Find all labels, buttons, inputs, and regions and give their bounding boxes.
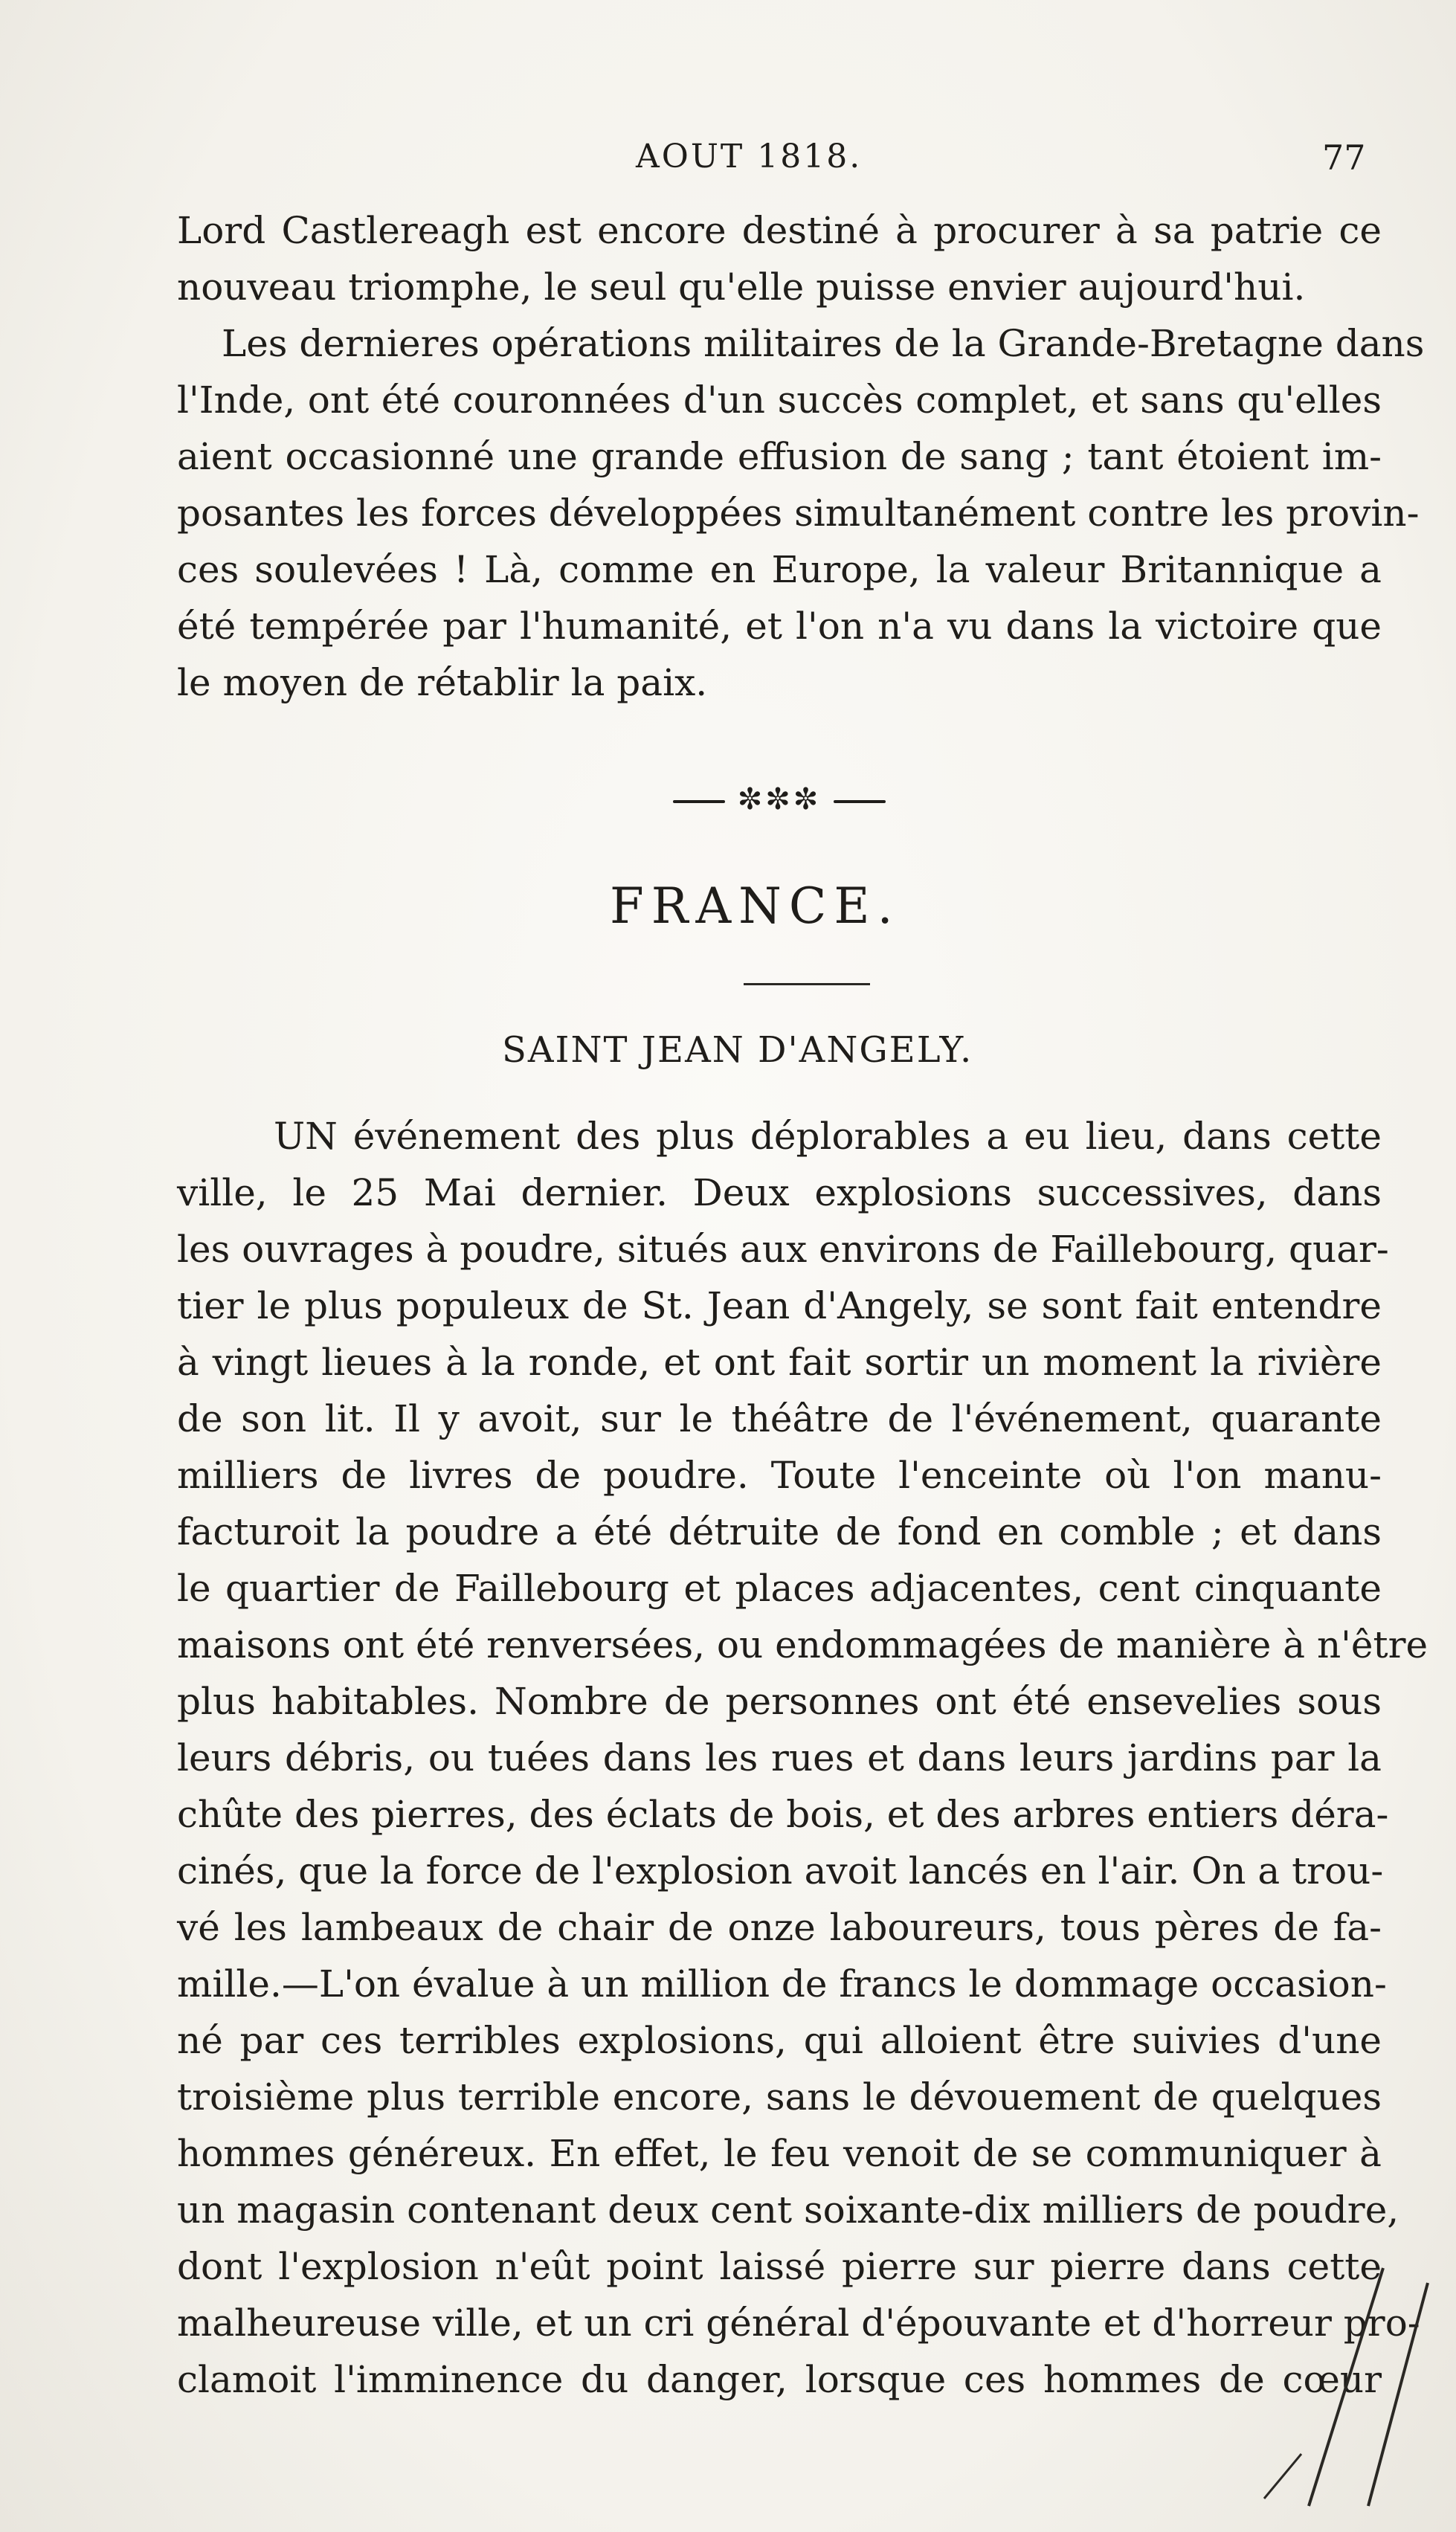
text-line: chûte des pierres, des éclats de bois, et des arbres entiers déra- — [177, 1793, 1389, 1836]
pencil-scratch-mark — [1220, 2261, 1443, 2513]
text-line: clamoit l'imminence du danger, lorsque ces hommes de cœur — [177, 2358, 1382, 2401]
text-line: leurs débris, ou tuées dans les rues et dans leurs jardins par la — [177, 1736, 1382, 1779]
intro-paragraph — [177, 202, 1425, 711]
text-line: facturoit la poudre a été détruite de fond en comble ; et dans — [177, 1510, 1382, 1553]
text-line: l'Inde, ont été couronnées d'un succès complet, et sans qu'elles — [177, 378, 1382, 422]
page-number: 77 — [1322, 138, 1366, 178]
text-line: Lord Castlereagh est encore destiné à procurer à sa patrie ce — [177, 209, 1382, 252]
text-line: dont l'explosion n'eût point laissé pierre sur pierre dans cette — [177, 2245, 1382, 2288]
text-line: plus habitables. Nombre de personnes ont été ensevelies sous — [177, 1680, 1382, 1723]
ornament-dash-left — [673, 800, 725, 803]
section-ornament — [645, 782, 913, 816]
text-line: ville, le 25 Mai dernier. Deux explosions successives, dans — [177, 1171, 1382, 1214]
article-paragraph — [177, 1108, 1428, 2408]
text-line: un magasin contenant deux cent soixante-dix milliers de poudre, — [177, 2188, 1399, 2232]
text-line: maisons ont été renversées, ou endommagées de manière à n'être — [177, 1623, 1428, 1666]
text-line: aient occasionné une grande effusion de sang ; tant étoient im- — [177, 435, 1382, 478]
text-line: été tempérée par l'humanité, et l'on n'a vu dans la victoire que — [177, 605, 1382, 648]
text-line: les ouvrages à poudre, situés aux environs de Faillebourg, quar- — [177, 1228, 1389, 1271]
ornament-dash-right — [834, 800, 886, 803]
text-line: hommes généreux. En effet, le feu venoit de se communiquer à — [177, 2132, 1382, 2175]
text-line: posantes les forces développées simultanément contre les provin- — [177, 492, 1420, 535]
text-line: malheureuse ville, et un cri général d'épouvante et d'horreur pro- — [177, 2301, 1420, 2345]
text-line: le moyen de rétablir la paix. — [177, 661, 708, 704]
text-line: ces soulevées ! Là, comme en Europe, la valeur Britannique a — [177, 548, 1382, 591]
text-line: le quartier de Faillebourg et places adjacentes, cent cinquante — [177, 1567, 1382, 1610]
text-line: à vingt lieues à la ronde, et ont fait sortir un moment la rivière — [177, 1341, 1382, 1384]
section-title: FRANCE. — [610, 877, 901, 935]
text-line: de son lit. Il y avoit, sur le théâtre de l'événement, quarante — [177, 1397, 1382, 1440]
running-title: AOUT 1818. — [636, 138, 863, 175]
text-line: Les dernieres opérations militaires de la Grande-Bretagne dans — [222, 322, 1425, 365]
text-line: tier le plus populeux de St. Jean d'Angely, se sont fait entendre — [177, 1284, 1382, 1327]
text-line: cinés, que la force de l'explosion avoit lancés en l'air. On a trou- — [177, 1849, 1384, 1892]
text-line: vé les lambeaux de chair de onze laboureurs, tous pères de fa- — [177, 1906, 1382, 1949]
section-subtitle: SAINT JEAN D'ANGELY. — [502, 1029, 973, 1071]
text-line: mille.—L'on évalue à un million de francs le dommage occasion- — [177, 1962, 1387, 2006]
text-line: milliers de livres de poudre. Toute l'enceinte où l'on manu- — [177, 1454, 1382, 1497]
text-line: UN événement des plus déplorables a eu lieu, dans cette — [274, 1115, 1382, 1158]
section-rule — [744, 983, 870, 985]
text-line: troisième plus terrible encore, sans le dévouement de quelques — [177, 2075, 1382, 2119]
text-line: nouveau triomphe, le seul qu'elle puisse envier aujourd'hui. — [177, 265, 1306, 309]
ornament-stars: ✼✼✼ — [737, 782, 822, 816]
page-header — [0, 138, 1456, 197]
text-line: né par ces terribles explosions, qui alloient être suivies d'une — [177, 2019, 1382, 2062]
